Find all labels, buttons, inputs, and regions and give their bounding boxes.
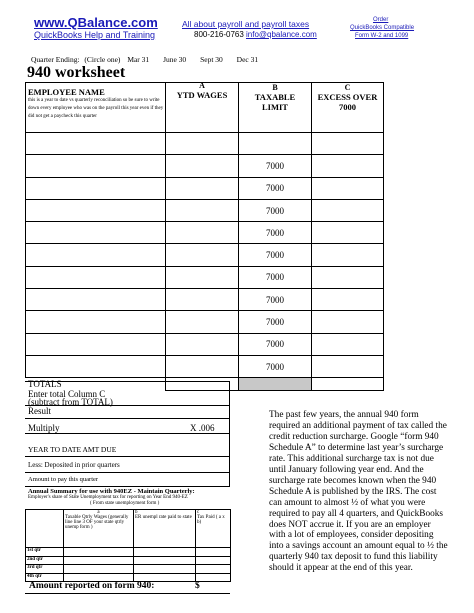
employee-cell[interactable]	[26, 333, 166, 355]
worksheet-table	[25, 82, 384, 391]
limit-cell: 7000	[239, 155, 312, 177]
divider	[25, 486, 230, 487]
limit-total-cell-gray	[239, 378, 312, 391]
email-link[interactable]: info@qbalance.com	[246, 30, 317, 39]
summary-col-b-header	[134, 510, 196, 548]
annual-summary-title: Annual Summary for use with 940EZ - Maintain Quarterly:	[28, 488, 195, 495]
employee-cell[interactable]	[26, 177, 166, 199]
excess-cell[interactable]	[312, 244, 384, 266]
col-b-letter: B	[272, 83, 278, 92]
employee-cell[interactable]	[26, 311, 166, 333]
employee-name-note: this is a year to date vs quarterly reconciliation so be sure to write down every employee who was on the payroll this year even if they did not get a paycheck this quarter	[28, 98, 164, 119]
order-link[interactable]: Order	[373, 17, 389, 23]
wages-cell[interactable]	[166, 311, 239, 333]
col-a-letter: A	[199, 81, 205, 90]
col-b-text: ER unempl rate paid to state	[135, 515, 192, 520]
qtr-tax-cell[interactable]	[196, 556, 231, 565]
wages-cell[interactable]	[166, 222, 239, 244]
col-c-text: Tax Paid ( a x b)	[197, 515, 225, 525]
summary-row	[26, 548, 231, 557]
multiply-label: Multiply	[28, 423, 60, 433]
employee-name-header	[26, 83, 166, 133]
quarter-label: 3rd qtr	[26, 565, 64, 574]
qtr-tax-cell[interactable]	[196, 573, 231, 582]
qtr-wages-cell[interactable]	[64, 556, 134, 565]
excess-cell[interactable]	[312, 355, 384, 377]
quarter-hint: (Circle one)	[84, 55, 121, 64]
quarter-option-sept[interactable]: Sept 30	[200, 55, 223, 64]
table-row	[26, 289, 384, 311]
quarter-option-june[interactable]: June 30	[163, 55, 187, 64]
qtr-tax-cell[interactable]	[196, 565, 231, 574]
divider	[25, 418, 230, 419]
divider	[25, 456, 230, 457]
table-row	[26, 199, 384, 221]
employee-cell[interactable]	[26, 244, 166, 266]
order-compatible-link[interactable]: QuickBooks Compatible	[350, 25, 415, 31]
col-b-label1: TAXABLE	[254, 92, 296, 102]
dollar-sign: $	[195, 581, 200, 591]
limit-cell: 7000	[239, 199, 312, 221]
qtr-tax-cell[interactable]	[196, 548, 231, 557]
employee-cell[interactable]	[26, 133, 166, 155]
col-a-label: YTD WAGES	[176, 90, 228, 100]
annual-note2: ( From state unemployment form )	[90, 501, 160, 506]
excess-cell[interactable]	[312, 199, 384, 221]
employee-cell[interactable]	[26, 289, 166, 311]
employee-cell[interactable]	[26, 222, 166, 244]
col-c-label1: EXCESS OVER	[317, 92, 378, 102]
qtr-rate-cell[interactable]	[134, 548, 196, 557]
excess-over-header	[312, 83, 384, 133]
totals-right-border	[229, 381, 230, 487]
wages-cell[interactable]	[166, 177, 239, 199]
excess-total-cell[interactable]	[312, 378, 384, 391]
qtr-wages-cell[interactable]	[64, 565, 134, 574]
table-row	[26, 177, 384, 199]
divider	[25, 405, 230, 406]
limit-cell: 7000	[239, 222, 312, 244]
col-a-text: Taxable Qtrly Wages (generally line line 3 OF your state qtrly unemp form )	[65, 515, 129, 530]
employee-cell[interactable]	[26, 155, 166, 177]
amount-reported-label: Amount reported on form 940:	[29, 581, 155, 591]
qtr-rate-cell[interactable]	[134, 565, 196, 574]
page-title: 940 worksheet	[27, 64, 126, 81]
wages-cell[interactable]	[166, 355, 239, 377]
excess-cell[interactable]	[312, 289, 384, 311]
excess-cell[interactable]	[312, 311, 384, 333]
quarter-option-mar[interactable]: Mar 31	[127, 55, 150, 64]
col-b-label2: LIMIT	[262, 102, 288, 112]
subtract-label: (subtract from TOTAL)	[28, 397, 113, 407]
employee-cell[interactable]	[26, 199, 166, 221]
result-label: Result	[28, 406, 52, 416]
site-link[interactable]: www.QBalance.com	[34, 15, 158, 30]
qtr-rate-cell[interactable]	[134, 556, 196, 565]
table-row	[26, 333, 384, 355]
employee-name-title: EMPLOYEE NAME	[28, 87, 105, 97]
limit-cell: 7000	[239, 311, 312, 333]
surcharge-note-paragraph: The past few years, the annual 940 form required an additional payment of tax called the credit reduction surcharge. Google “form 940 Schedule A” to determine last year’s surcharge rate. This additional surcharge tax is not due until January following year end. And the surcharge rate becomes known when the 940 Schedule A is published by the IRS. The cost can amount to almost ½ of what you were required to pay all 4 quarters, and QuickBooks does NOT accrue it. If you are an employer with a lot of employees, consider depositing into a savings account an amount equal to ½ the quarterly 940 tax deposit to fund this liability should it appear at the end of this year.	[269, 410, 448, 574]
annual-summary-table	[25, 509, 231, 582]
quarter-label: 1st qtr	[26, 548, 64, 557]
divider	[25, 472, 230, 473]
table-row	[26, 266, 384, 288]
less-deposited-label: Less: Deposited in prior quarters	[28, 461, 120, 469]
amount-to-pay-label: Amount to pay this quarter	[28, 476, 99, 483]
quarter-label: 2nd qtr	[26, 556, 64, 565]
wages-cell[interactable]	[166, 155, 239, 177]
phone-number: 800-216-0763	[194, 30, 244, 39]
limit-cell: 7000	[239, 355, 312, 377]
taxable-limit-header	[239, 83, 312, 133]
ytd-wages-header	[166, 83, 239, 133]
wages-cell[interactable]	[166, 199, 239, 221]
rate-value: X .006	[190, 423, 215, 433]
payroll-link[interactable]: All about payroll and payroll taxes	[182, 19, 310, 29]
excess-cell[interactable]	[312, 177, 384, 199]
wages-cell[interactable]	[166, 244, 239, 266]
summary-col-c-header	[196, 510, 231, 548]
ytd-total-cell[interactable]	[166, 378, 239, 391]
table-row	[26, 244, 384, 266]
summary-blank-header	[26, 510, 64, 548]
wages-cell[interactable]	[166, 133, 239, 155]
wages-cell[interactable]	[166, 266, 239, 288]
quarter-label: Quarter Ending:	[31, 55, 80, 64]
col-c-label2: 7000	[339, 102, 356, 112]
tagline-link[interactable]: QuickBooks Help and Training	[34, 30, 156, 40]
limit-cell: 7000	[239, 289, 312, 311]
qtr-wages-cell[interactable]	[64, 548, 134, 557]
employee-cell[interactable]	[26, 266, 166, 288]
table-row	[26, 133, 384, 155]
order-forms-link[interactable]: Form W-2 and 1099	[355, 33, 409, 39]
excess-cell[interactable]	[312, 266, 384, 288]
wages-cell[interactable]	[166, 289, 239, 311]
table-row	[26, 311, 384, 333]
col-c-letter: c	[197, 510, 200, 515]
limit-cell: 7000	[239, 266, 312, 288]
summary-col-a-header	[64, 510, 134, 548]
table-row	[26, 155, 384, 177]
excess-cell[interactable]	[312, 133, 384, 155]
excess-cell[interactable]	[312, 155, 384, 177]
summary-row	[26, 565, 231, 574]
limit-cell	[239, 133, 312, 155]
quarter-label: 4th qtr	[26, 573, 64, 582]
enter-total-label: Enter total Column C	[28, 389, 106, 399]
excess-cell[interactable]	[312, 222, 384, 244]
wages-cell[interactable]	[166, 333, 239, 355]
table-row	[26, 355, 384, 377]
col-c-letter: C	[344, 83, 351, 92]
col-a-letter: a	[97, 510, 100, 515]
employee-cell[interactable]	[26, 355, 166, 377]
totals-label: TOTALS	[28, 379, 62, 389]
limit-cell: 7000	[239, 177, 312, 199]
limit-cell: 7000	[239, 333, 312, 355]
ytd-due-label: YEAR TO DATE AMT DUE	[28, 445, 117, 454]
divider	[25, 433, 230, 434]
col-b-letter: b	[135, 510, 138, 515]
table-row	[26, 222, 384, 244]
quarter-option-dec[interactable]: Dec 31	[236, 55, 259, 64]
divider	[25, 593, 230, 594]
summary-row	[26, 556, 231, 565]
limit-cell: 7000	[239, 244, 312, 266]
quarter-ending-line	[31, 55, 258, 64]
annual-note1: Employer's share of State Unemployment tax for reporting on Year End 940-EZ	[28, 495, 188, 500]
excess-cell[interactable]	[312, 333, 384, 355]
